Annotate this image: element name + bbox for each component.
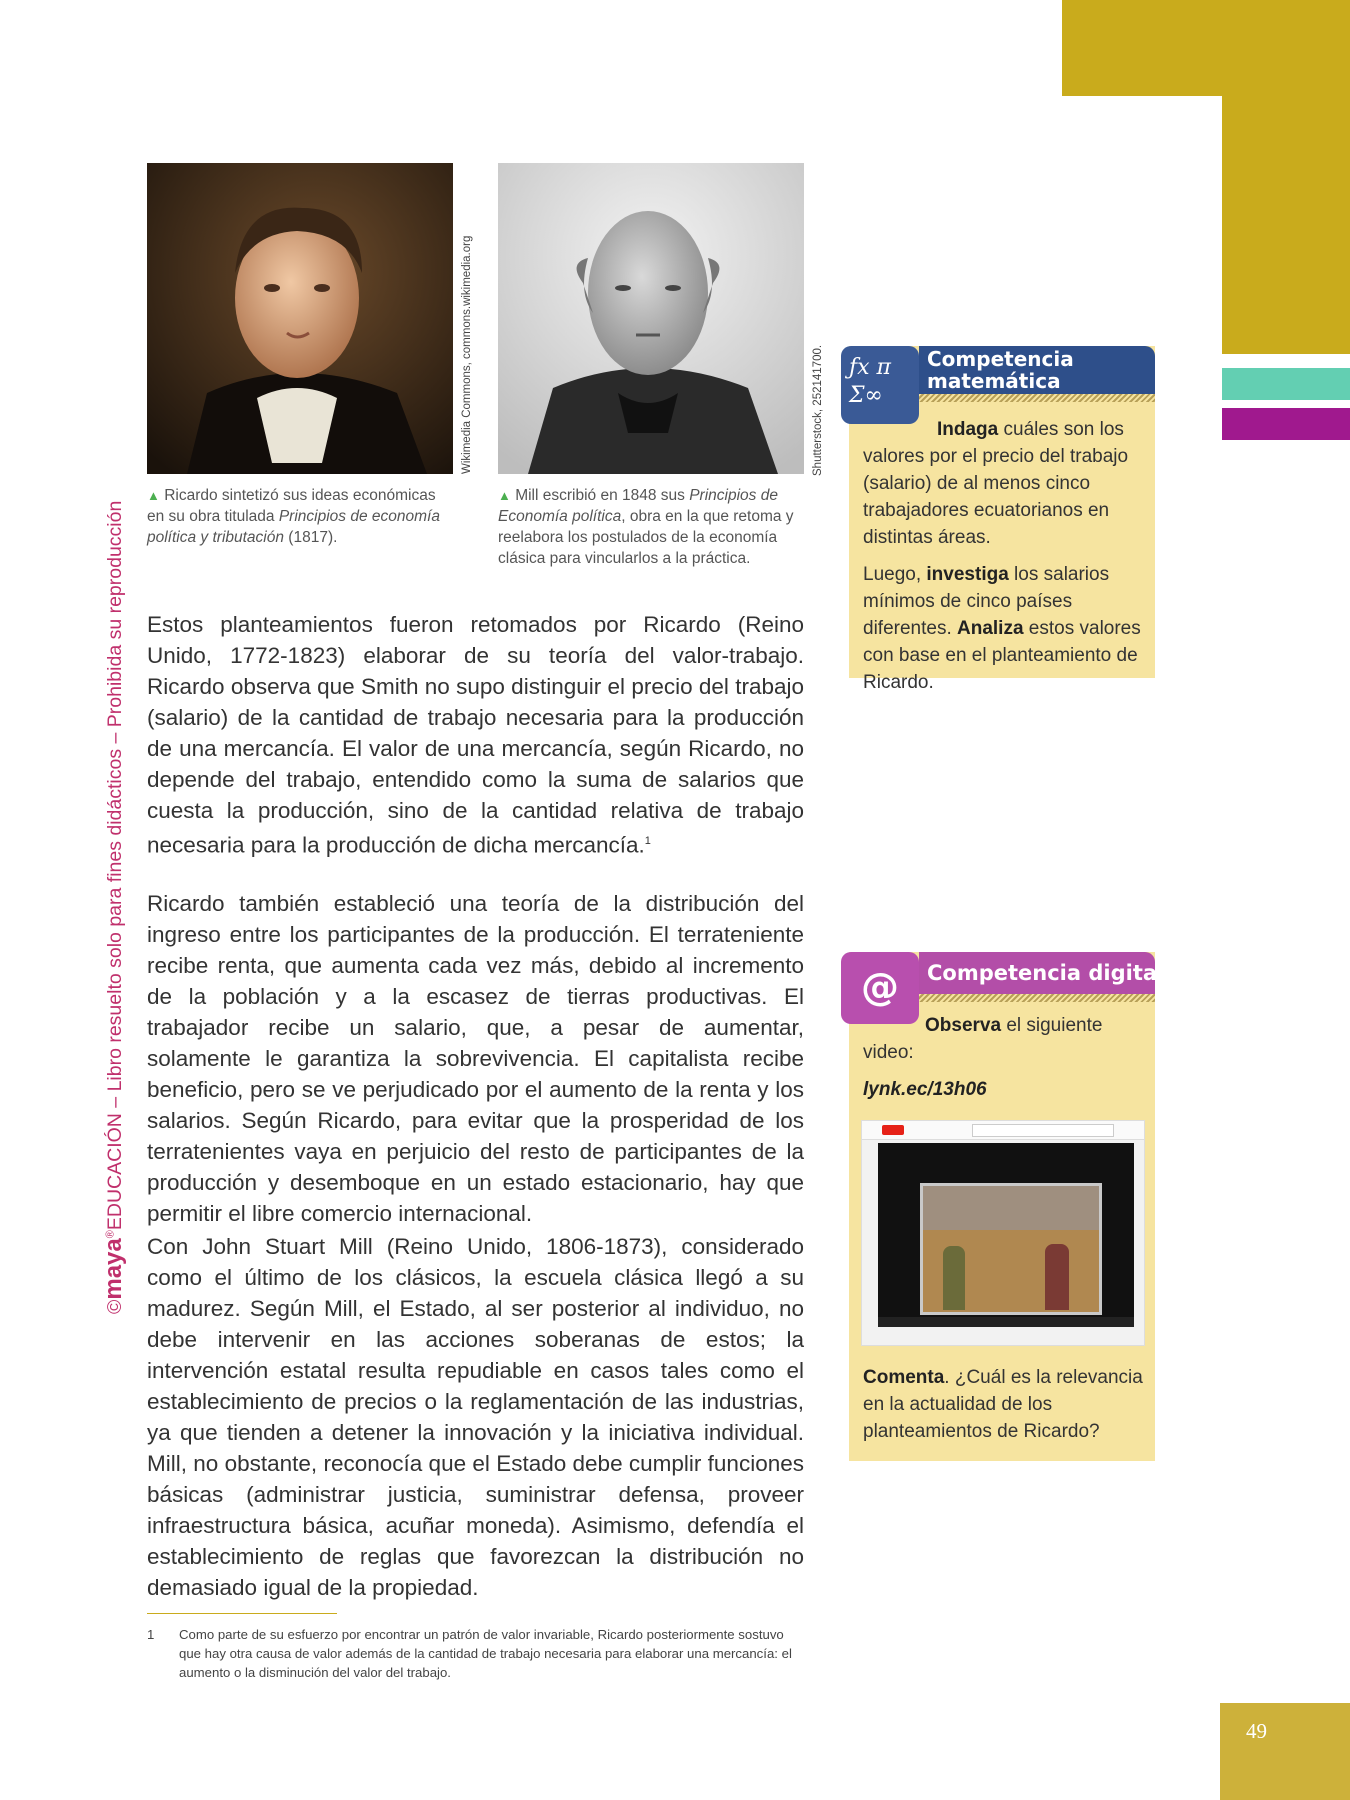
caption-book-title: Principios de Economía política: [498, 487, 778, 525]
ricardo-portrait-image: [147, 163, 453, 474]
page-number: 49: [1246, 1719, 1267, 1743]
digital-box-text: . ¿Cuál es la relevancia en la actualidad de los planteamientos de Ricardo?: [863, 1367, 1143, 1442]
side-decoration-gold: [1222, 96, 1350, 354]
math-box-text: los salarios mínimos de cinco países diferentes.: [863, 564, 1110, 639]
math-competence-box: [849, 346, 1155, 693]
footnote: [147, 1625, 804, 1682]
video-frame: [878, 1143, 1134, 1327]
keyword-analiza: Analiza: [957, 618, 1024, 639]
keyword-observa: Observa: [925, 1015, 1002, 1036]
triangle-bullet-icon: ▲: [147, 488, 160, 503]
side-copyright-notice: [100, 474, 128, 1314]
footnote-text: Como parte de su esfuerzo por encontrar un patrón de valor invariable, Ricardo posteriormente sostuvo que hay otra causa de valor además de la cantidad de trabajo necesaria para elaborar una mercancía: el aumento o la disminución del valor del trabajo.: [179, 1627, 792, 1680]
digital-box-title: Competencia digital: [919, 952, 1155, 994]
math-box-body: [863, 416, 1143, 696]
youtube-logo-icon: [882, 1125, 904, 1135]
decoration-magenta-stripe: [1222, 408, 1350, 440]
brand-logo-text: maya: [100, 1238, 127, 1300]
digital-competence-box: [849, 952, 1165, 1461]
paragraph-text: Estos planteamientos fueron retomados por Ricardo (Reino Unido, 1772-1823) elaborar de su teoría del valor-trabajo. Ricardo observa que Smith no supo distinguir el precio del trabajo (salario) de la cantidad de trabajo necesaria para la producción de una mercancía. El valor de una mercancía, según Ricardo, no depende del trabajo, entendido como la suma de salarios que cuesta la producción, sino de la cantidad relativa de trabajo necesaria para la producción de dicha mercancía.: [147, 612, 804, 858]
video-link[interactable]: lynk.ec/13h06: [863, 1079, 987, 1100]
digital-box-paragraph-1: [863, 1012, 1143, 1066]
mill-caption: [498, 485, 804, 569]
math-box-text: cuáles son los valores por el precio del trabajo (salario) de al menos cinco trabajadores ecuatorianos en distintas áreas.: [863, 419, 1129, 548]
footnote-number: 1: [147, 1627, 155, 1642]
paragraph-text: Con John Stuart Mill (Reino Unido, 1806-1873), considerado como el último de los clásicos, la escuela clásica llegó a su madurez. Según Mill, el Estado, al ser posterior al individuo, no debe intervenir en las acciones soberanas de estos; la intervención estatal resulta repudiable en casos tales como el establecimiento de precios o la reglamentación de las industrias, ya que tienden a detener la innovación y la iniciativa individual. Mill, no obstante, reconocía que el Estado debe cumplir funciones básicas (administrar justicia, suministrar defensa, proveer infraestructura básica, acuñar moneda). Asimismo, defendía el establecimiento de reglas que favorezcan la distribución no demasiado igual de la propiedad.: [147, 1234, 804, 1600]
mill-portrait-image: [498, 163, 804, 474]
caption-text: , obra en la que retoma y reelabora los postulados de la economía clásica para vincularlos a la práctica.: [498, 508, 794, 567]
paragraph-text: Ricardo también estableció una teoría de la distribución del ingreso entre los participantes de la producción. El terrateniente recibe renta, que aumenta cada vez más, debido al incremento de la población y a la escasez de tierras productivas. El trabajador recibe un salario, que, a pesar de aumentar, solamente le garantiza la sobrevivencia. El capitalista recibe beneficio, pero se ve perjudicado por el aumento de la renta y los salarios. Según Ricardo, para evitar que la prosperidad de los terratenientes vaya en perjuicio del resto de participantes de la producción y desemboque en un estado estacionario, hay que permitir el libre comercio internacional.: [147, 891, 804, 1226]
at-sign-icon: @: [861, 965, 899, 1009]
keyword-investiga: investiga: [926, 564, 1009, 585]
math-box-text: estos valores con base en el planteamiento de Ricardo.: [863, 618, 1141, 693]
math-icon: [841, 346, 919, 424]
caption-text: Ricardo sintetizó sus ideas económicas en su obra titulada: [147, 487, 436, 525]
digital-box-paragraph-2: [863, 1364, 1143, 1445]
keyword-comenta: Comenta: [863, 1367, 945, 1388]
video-thumbnail[interactable]: [861, 1120, 1145, 1346]
header-hatch-divider: [919, 994, 1155, 1002]
ricardo-caption: [147, 485, 453, 548]
mill-photo-credit: Shutterstock, 252141700.: [812, 344, 824, 476]
corner-decoration-gold: [1062, 0, 1350, 96]
math-symbols-icon: ƒx π Σ∞: [849, 355, 892, 408]
math-box-paragraph-2: [863, 561, 1143, 696]
video-search-field: [972, 1124, 1114, 1137]
math-box-text: Luego,: [863, 564, 927, 585]
triangle-bullet-icon: ▲: [498, 488, 511, 503]
body-paragraph-2: [147, 888, 804, 1229]
caption-text: Mill escribió en 1848 sus: [515, 487, 690, 504]
math-box-title-line2: matemática: [927, 369, 1061, 393]
digital-box-text: el siguiente video:: [863, 1015, 1103, 1063]
caption-book-title: Principios de economía política y tributación: [147, 508, 440, 546]
digital-box-intro: [863, 1012, 1143, 1103]
body-paragraph-3: [147, 1231, 804, 1603]
video-scene: [920, 1183, 1102, 1315]
footnote-reference[interactable]: 1: [644, 835, 651, 847]
math-box-paragraph-1: [863, 416, 1143, 551]
page-number-box: [1220, 1703, 1350, 1800]
registered-symbol: ®: [104, 1230, 117, 1239]
math-box-title-line1: Competencia: [927, 347, 1074, 371]
video-control-bar: [878, 1317, 1134, 1327]
caption-text: (1817).: [284, 529, 338, 546]
copyright-symbol: ©: [104, 1299, 126, 1314]
video-figure-left: [943, 1246, 965, 1310]
keyword-indaga: Indaga: [937, 419, 999, 440]
side-notice-text: EDUCACIÓN – Libro resuelto solo para fines didácticos – Prohibida su reproducción: [104, 500, 126, 1231]
body-paragraph-1: [147, 609, 804, 861]
decoration-teal-stripe: [1222, 368, 1350, 400]
math-box-header: [919, 346, 1155, 394]
video-player-topbar: [862, 1121, 1144, 1140]
footnote-divider: [147, 1613, 337, 1614]
video-figure-right: [1045, 1244, 1069, 1310]
ricardo-photo-credit: Wikimedia Commons, commons.wikimedia.org: [461, 235, 473, 474]
header-hatch-divider: [919, 394, 1155, 402]
